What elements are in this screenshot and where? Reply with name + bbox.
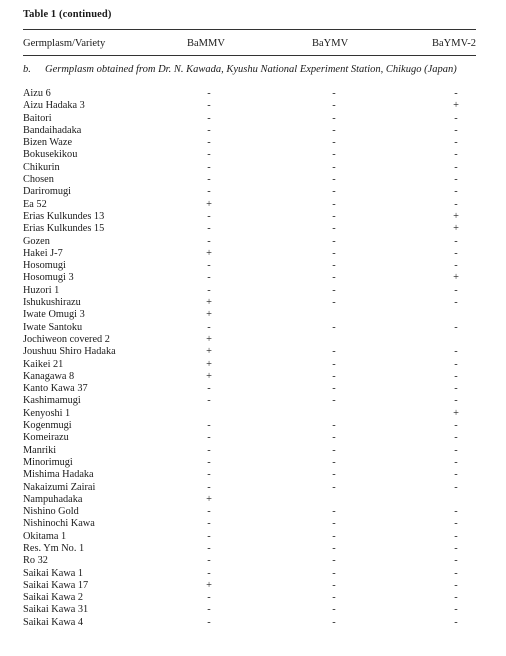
variety-name: Okitama 1 [23,530,67,542]
cell-baymv2: - [454,297,458,309]
table-row [0,531,506,543]
table-row [0,285,506,297]
cell-baymv2: - [454,518,458,530]
cell-baymv2: - [454,530,458,542]
section-label: b. [23,64,31,75]
table-row [0,592,506,604]
table-row [0,211,506,223]
cell-baymv: - [332,567,336,579]
cell-bammv: - [207,456,211,468]
cell-baymv2: - [454,247,458,259]
cell-baymv2: - [454,604,458,616]
cell-baymv: - [332,124,336,136]
cell-baymv2: - [454,284,458,296]
variety-name: Hosomugi 3 [23,272,74,284]
table-row [0,555,506,567]
variety-name: Aizu 6 [23,88,51,99]
cell-baymv: - [332,112,336,124]
cell-baymv: - [332,604,336,616]
cell-bammv: - [207,186,211,198]
cell-baymv2: - [454,395,458,407]
cell-bammv: + [206,297,212,309]
cell-bammv: - [207,616,211,628]
variety-name: Kanagawa 8 [23,370,75,382]
cell-bammv: - [207,88,211,99]
table-row [0,322,506,334]
variety-name: Mishima Hadaka [23,469,94,481]
variety-name: Kaikei 21 [23,358,64,370]
cell-baymv2: - [454,542,458,554]
variety-name: Iwate Santoku [23,321,83,333]
cell-bammv: - [207,137,211,149]
cell-baymv: - [332,481,336,493]
table-row [0,580,506,592]
cell-bammv: + [206,346,212,358]
cell-baymv2: + [453,100,459,112]
cell-baymv2: - [454,432,458,444]
cell-baymv2: - [454,469,458,481]
top-rule [23,29,476,30]
variety-name: Komeirazu [23,432,69,444]
header-baymv2: BaYMV-2 [432,38,476,49]
table-body [0,88,506,629]
cell-bammv: - [207,592,211,604]
cell-bammv: - [207,604,211,616]
cell-baymv2: - [454,579,458,591]
table-row [0,617,506,629]
cell-baymv2: + [453,210,459,222]
table-row [0,125,506,137]
cell-bammv: - [207,506,211,518]
variety-name: Nampuhadaka [23,493,83,505]
cell-baymv: - [332,223,336,235]
table-row [0,432,506,444]
variety-name: Saikai Kawa 17 [23,579,89,591]
cell-baymv: - [332,579,336,591]
variety-name: Kanto Kawa 37 [23,383,88,395]
cell-baymv: - [332,518,336,530]
cell-bammv: - [207,149,211,161]
table-row [0,149,506,161]
variety-name: Manriki [23,444,57,456]
cell-baymv2: - [454,137,458,149]
variety-name: Gozen [23,235,50,247]
cell-baymv: - [332,444,336,456]
variety-name: Nakaizumi Zairai [23,481,96,493]
cell-bammv: + [206,370,212,382]
table-row [0,174,506,186]
table-row [0,543,506,555]
cell-bammv: + [206,493,212,505]
variety-name: Joushuu Shiro Hadaka [23,346,116,358]
table-row [0,408,506,420]
cell-baymv2: - [454,161,458,173]
cell-baymv: - [332,555,336,567]
table-row [0,346,506,358]
cell-baymv2: - [454,370,458,382]
cell-bammv: - [207,395,211,407]
cell-bammv: - [207,567,211,579]
cell-bammv: - [207,444,211,456]
variety-name: Iwate Omugi 3 [23,309,85,321]
cell-bammv: + [206,198,212,210]
cell-bammv: - [207,235,211,247]
cell-bammv: - [207,174,211,186]
cell-baymv2: - [454,174,458,186]
cell-baymv: - [332,530,336,542]
cell-bammv: - [207,124,211,136]
table-row [0,445,506,457]
table-row [0,506,506,518]
cell-baymv2: - [454,616,458,628]
variety-name: Kogenmugi [23,420,72,432]
cell-bammv: - [207,100,211,112]
cell-bammv: - [207,420,211,432]
cell-baymv: - [332,358,336,370]
cell-baymv: - [332,260,336,272]
cell-baymv2: - [454,88,458,99]
cell-baymv2: - [454,235,458,247]
cell-baymv: - [332,297,336,309]
cell-baymv2: - [454,346,458,358]
variety-name: Erias Kulkundes 15 [23,223,105,235]
cell-baymv2: - [454,358,458,370]
table-row [0,236,506,248]
cell-baymv2: + [453,223,459,235]
table-row [0,113,506,125]
cell-baymv2: - [454,506,458,518]
cell-baymv: - [332,247,336,259]
cell-baymv: - [332,542,336,554]
cell-baymv: - [332,174,336,186]
table-row [0,334,506,346]
cell-baymv2: - [454,567,458,579]
cell-bammv: - [207,542,211,554]
variety-name: Dariromugi [23,186,72,198]
cell-baymv: - [332,383,336,395]
cell-baymv2: - [454,124,458,136]
variety-name: Huzori 1 [23,284,60,296]
cell-baymv2: - [454,420,458,432]
variety-name: Ea 52 [23,198,47,210]
cell-baymv2: - [454,383,458,395]
table-row [0,137,506,149]
cell-baymv: - [332,149,336,161]
cell-bammv: - [207,518,211,530]
table-row [0,186,506,198]
variety-name: Nishino Gold [23,506,79,518]
cell-baymv2: - [454,198,458,210]
cell-baymv: - [332,186,336,198]
table-row [0,272,506,284]
table-row [0,604,506,616]
cell-baymv: - [332,100,336,112]
cell-bammv: - [207,112,211,124]
cell-baymv: - [332,321,336,333]
table-row [0,482,506,494]
cell-bammv: - [207,260,211,272]
variety-name: Bandaihadaka [23,124,82,136]
variety-name: Minorimugi [23,456,73,468]
cell-baymv: - [332,616,336,628]
cell-baymv2: - [454,555,458,567]
variety-name: Ro 32 [23,555,48,567]
cell-baymv: - [332,346,336,358]
cell-bammv: - [207,321,211,333]
table-title: Table 1 (continued) [23,9,112,20]
variety-name: Chikurin [23,161,60,173]
table-row [0,395,506,407]
cell-bammv: - [207,469,211,481]
cell-bammv: + [206,247,212,259]
cell-baymv: - [332,506,336,518]
cell-baymv: - [332,432,336,444]
table-row [0,383,506,395]
table-row [0,100,506,112]
cell-baymv2: - [454,260,458,272]
table-row [0,162,506,174]
cell-baymv: - [332,161,336,173]
variety-name: Baitori [23,112,52,124]
cell-baymv: - [332,272,336,284]
cell-baymv2: - [454,149,458,161]
variety-name: Saikai Kawa 2 [23,592,84,604]
cell-baymv: - [332,210,336,222]
table-row [0,248,506,260]
cell-baymv: - [332,420,336,432]
cell-bammv: - [207,432,211,444]
variety-name: Saikai Kawa 1 [23,567,84,579]
table-row [0,260,506,272]
cell-bammv: + [206,309,212,321]
header-bammv: BaMMV [187,38,225,49]
cell-bammv: - [207,530,211,542]
cell-bammv: - [207,210,211,222]
table-row [0,568,506,580]
cell-baymv: - [332,469,336,481]
header-variety: Germplasm/Variety [23,38,106,49]
variety-name: Jochiweon covered 2 [23,333,110,345]
table-row [0,297,506,309]
cell-baymv2: - [454,321,458,333]
cell-baymv: - [332,395,336,407]
cell-baymv2: - [454,444,458,456]
variety-name: Bokusekikou [23,149,78,161]
variety-name: Nishinochi Kawa [23,518,95,530]
cell-bammv: - [207,383,211,395]
cell-baymv: - [332,88,336,99]
table-row [0,494,506,506]
variety-name: Saikai Kawa 31 [23,604,89,616]
cell-baymv2: + [453,407,459,419]
table-row [0,371,506,383]
cell-baymv: - [332,284,336,296]
table-row [0,359,506,371]
table-row [0,309,506,321]
cell-baymv2: - [454,186,458,198]
table-row [0,457,506,469]
variety-name: Ishukushirazu [23,297,81,309]
variety-name: Hakei J-7 [23,247,63,259]
variety-name: Res. Ym No. 1 [23,542,85,554]
variety-name: Hosomugi [23,260,66,272]
header-baymv: BaYMV [312,38,349,49]
cell-bammv: - [207,284,211,296]
cell-bammv: - [207,223,211,235]
cell-bammv: + [206,333,212,345]
cell-bammv: + [206,579,212,591]
variety-name: Kashimamugi [23,395,81,407]
variety-name: Aizu Hadaka 3 [23,100,85,112]
cell-baymv2: - [454,592,458,604]
cell-baymv2: + [453,272,459,284]
cell-baymv: - [332,370,336,382]
cell-bammv: - [207,555,211,567]
cell-baymv2: - [454,481,458,493]
cell-baymv: - [332,198,336,210]
section-text: Germplasm obtained from Dr. N. Kawada, Kyushu National Experiment Station, Chikugo (Japan) [45,64,457,75]
cell-baymv2: - [454,456,458,468]
cell-bammv: - [207,481,211,493]
header-rule [23,55,476,56]
cell-baymv: - [332,137,336,149]
variety-name: Erias Kulkundes 13 [23,210,105,222]
cell-bammv: - [207,161,211,173]
variety-name: Kenyoshi 1 [23,407,71,419]
variety-name: Saikai Kawa 4 [23,616,84,628]
cell-baymv: - [332,456,336,468]
cell-baymv: - [332,235,336,247]
table-row [0,518,506,530]
variety-name: Chosen [23,174,54,186]
variety-name: Bizen Waze [23,137,73,149]
table-row [0,223,506,235]
cell-baymv: - [332,592,336,604]
table-row [0,88,506,100]
cell-baymv2: - [454,112,458,124]
cell-bammv: + [206,358,212,370]
table-row [0,420,506,432]
cell-bammv: - [207,272,211,284]
table-row [0,199,506,211]
table-row [0,469,506,481]
